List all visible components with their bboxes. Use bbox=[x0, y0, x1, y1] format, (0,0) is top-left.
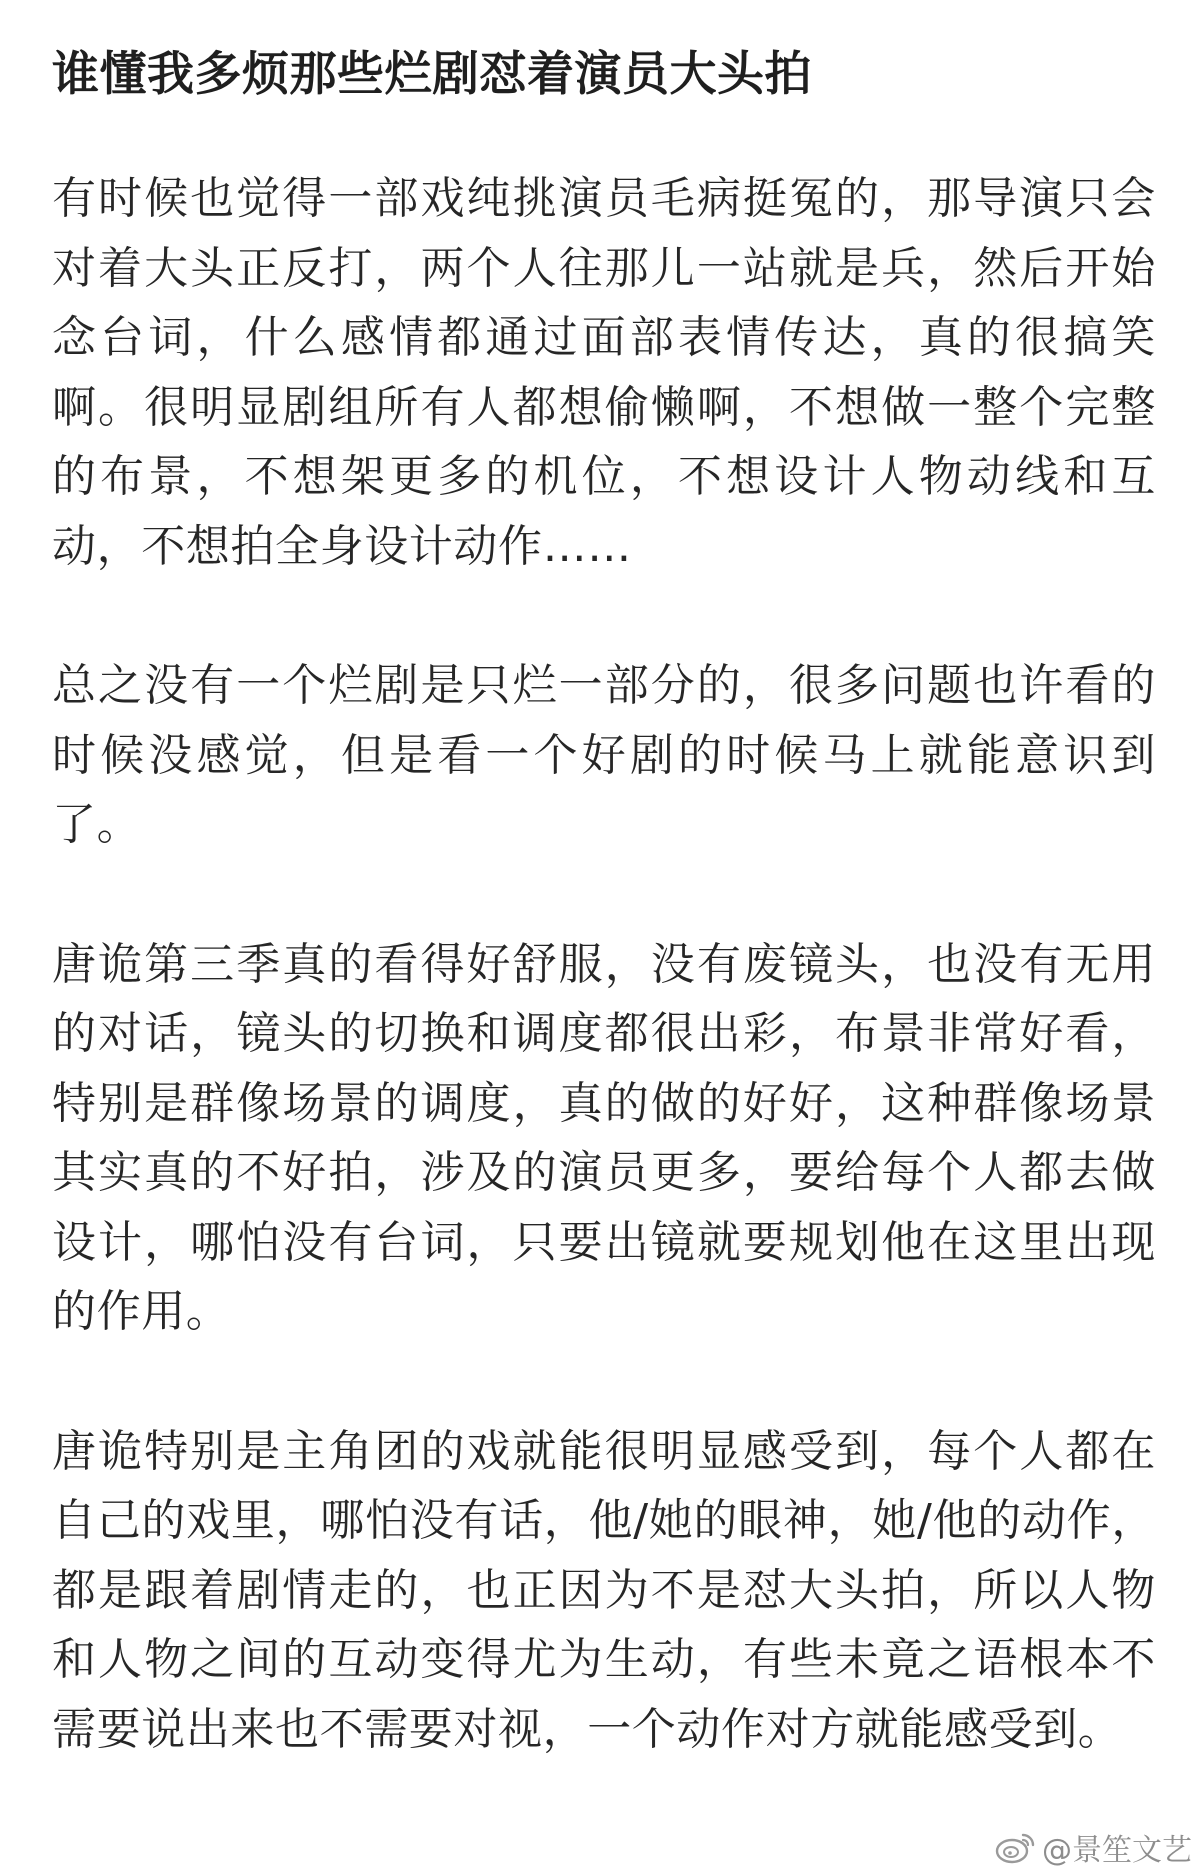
watermark-text: @景笙文艺 bbox=[1042, 1833, 1192, 1868]
paragraph-3: 唐诡第三季真的看得好舒服，没有废镜头，也没有无用的对话，镜头的切换和调度都很出彩，布景非常好看，特别是群像场景的调度，真的做的好好，这种群像场景其实真的不好拍，涉及的演员更多，要给每个人都去做设计，哪怕没有台词，只要出镜就要规划他在这里出现的作用。 bbox=[52, 938, 1156, 1337]
post bbox=[52, 0, 1156, 1764]
weibo-icon bbox=[994, 1829, 1038, 1865]
watermark bbox=[994, 1825, 1192, 1869]
paragraph-1: 有时候也觉得一部戏纯挑演员毛病挺冤的，那导演只会对着大头正反打，两个人往那儿一站就是兵，然后开始念台词，什么感情都通过面部表情传达，真的很搞笑啊。很明显剧组所有人都想偷懒啊，不想做一整个完整的布景，不想架更多的机位，不想设计人物动线和互动，不想拍全身设计动作…… bbox=[52, 173, 1156, 572]
post-title: 谁懂我多烦那些烂剧怼着演员大头拍 bbox=[52, 47, 812, 102]
post-body bbox=[52, 164, 1156, 1764]
paragraph-4: 唐诡特别是主角团的戏就能很明显感受到，每个人都在自己的戏里，哪怕没有话，他/她的眼神，她/他的动作，都是跟着剧情走的，也正因为不是怼大头拍，所以人物和人物之间的互动变得尤为生动，有些未竟之语根本不需要说出来也不需要对视，一个动作对方就能感受到。 bbox=[52, 1425, 1156, 1755]
paragraph-2: 总之没有一个烂剧是只烂一部分的，很多问题也许看的时候没感觉，但是看一个好剧的时候马上就能意识到了。 bbox=[52, 660, 1156, 850]
